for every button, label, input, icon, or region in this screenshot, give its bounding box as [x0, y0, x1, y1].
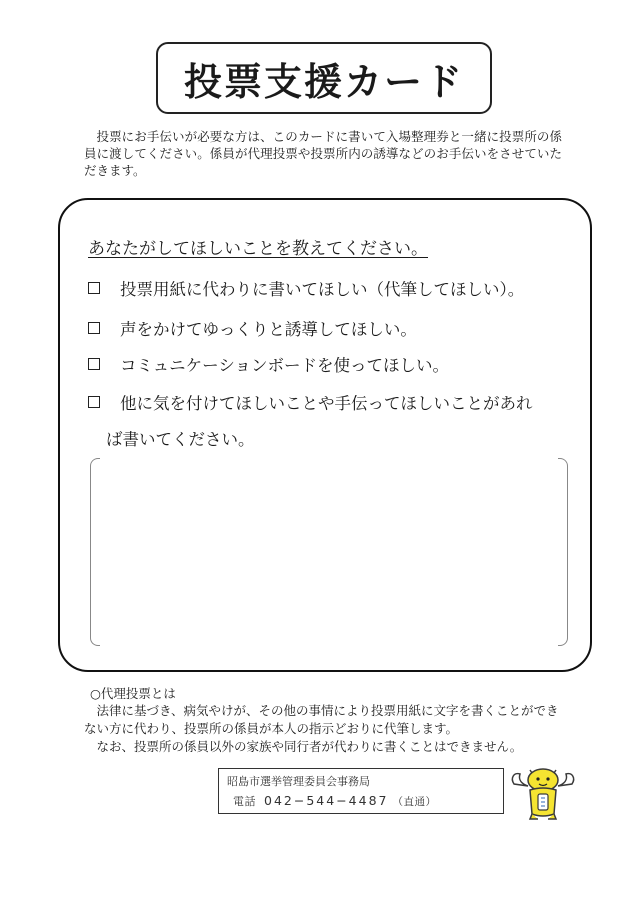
- proxy-paragraph-1: 法律に基づき、病気やけが、その他の事情により投票用紙に文字を書くことができない方に代わり、投票所の係員が本人の指示どおりに代筆します。: [84, 703, 559, 736]
- checkbox-icon[interactable]: [88, 282, 100, 294]
- bracket-right: [558, 458, 568, 646]
- option-other[interactable]: [88, 390, 533, 414]
- page-title: 投票支援カード: [183, 59, 464, 104]
- bracket-left: [90, 458, 100, 646]
- card-heading: あなたがしてほしいことを教えてください。: [88, 239, 428, 259]
- option-comm-board[interactable]: [88, 352, 449, 376]
- proxy-vote-title: ○代理投票とは: [90, 686, 176, 701]
- checkbox-icon[interactable]: [88, 396, 100, 408]
- proxy-vote-body: [84, 702, 564, 756]
- option-label: 他に気を付けてほしいことや手伝ってほしいことがあれ: [120, 394, 533, 413]
- proxy-paragraph-2: なお、投票所の係員以外の家族や同行者が代わりに書くことはできません。: [96, 739, 523, 754]
- mascot-icon: [508, 764, 578, 820]
- contact-box: [218, 768, 504, 814]
- option-ghostwrite[interactable]: [88, 276, 524, 300]
- phone-label: 電話: [233, 795, 256, 808]
- free-text-area[interactable]: [90, 458, 568, 646]
- option-label: 声をかけてゆっくりと誘導してほしい。: [120, 320, 417, 339]
- option-label: 投票用紙に代わりに書いてほしい（代筆してほしい）。: [120, 280, 525, 299]
- phone-note: （直通）: [392, 796, 437, 808]
- title-box: [156, 42, 492, 114]
- checkbox-icon[interactable]: [88, 358, 100, 370]
- phone-number: 042−544−4487: [264, 793, 389, 808]
- contact-org: 昭島市選挙管理委員会事務局: [227, 775, 370, 788]
- option-guide[interactable]: [88, 316, 417, 340]
- intro-text: 投票にお手伝いが必要な方は、このカードに書いて入場整理券と一緒に投票所の係員に渡してください。係員が代理投票や投票所内の誘導などのお手伝いをさせていただきます。: [84, 129, 562, 178]
- option-label: コミュニケーションボードを使ってほしい。: [120, 356, 450, 375]
- checkbox-icon[interactable]: [88, 322, 100, 334]
- option-other-continuation: ば書いてください。: [106, 430, 255, 449]
- contact-phone: [233, 793, 436, 809]
